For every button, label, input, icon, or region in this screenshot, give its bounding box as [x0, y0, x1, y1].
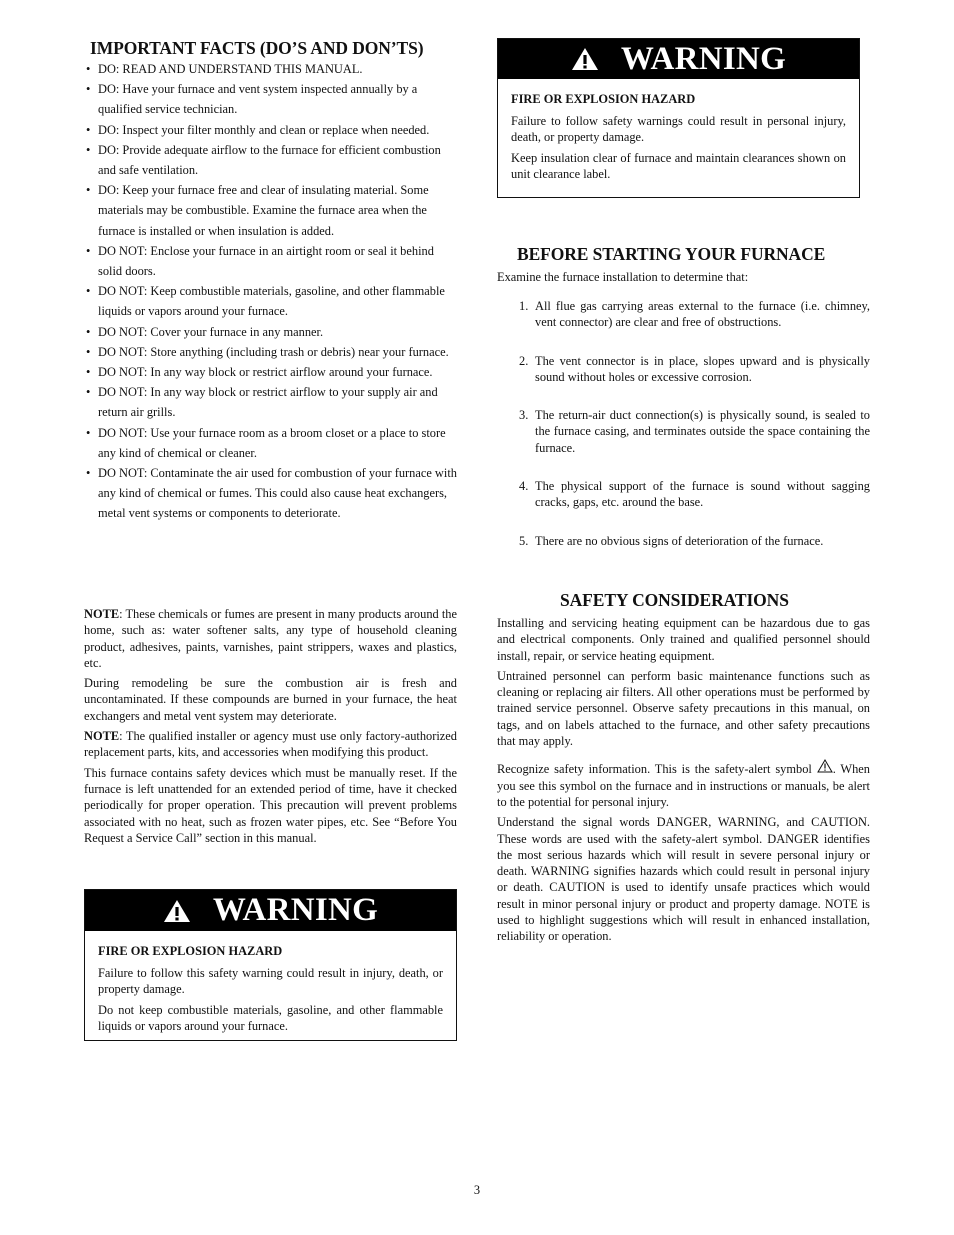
note-replacement-parts: NOTE: The qualified installer or agency must use only factory‐authorized replacement parts, kits, and accessories when modifying this product. — [84, 729, 457, 760]
warning-box-left — [84, 889, 457, 1041]
warning-banner — [498, 39, 859, 79]
bullet-icon: • — [86, 385, 91, 400]
safety-text — [497, 615, 870, 945]
safety-para: Untrained personnel can perform basic maintenance functions such as cleaning or replacing air filters. All other operations must be performed by trained service personnel. Observe safety precautions in this manual, on tags, and on labels attached to the furnace, and other safety precautions that may apply. — [497, 668, 870, 749]
list-item: 3. The return‐air duct connection(s) is physically sound, is sealed to the furnace casing, and terminates outside the space containing the furnace. — [519, 408, 870, 455]
bullet-icon: • — [86, 142, 91, 157]
safety-alert-icon — [163, 899, 191, 923]
para-remodeling: During remodeling be sure the combustion air is fresh and uncontaminated. If these compounds are burned in your furnace, the heat exchangers and metal vent system may deteriorate. — [84, 676, 457, 723]
list-item: • DO NOT: Use your furnace room as a broom closet or a place to store any kind of chemical or cleaner. — [84, 423, 457, 463]
warning-title: WARNING — [620, 40, 787, 77]
list-item: • DO NOT: Keep combustible materials, gasoline, and other flammable liquids or vapors around your furnace. — [84, 281, 457, 321]
warning-text: Do not keep combustible materials, gasoline, and other flammable liquids or vapors around your furnace. — [98, 1002, 443, 1033]
warning-body — [85, 931, 456, 1048]
bullet-icon: • — [86, 284, 91, 299]
warning-title: WARNING — [212, 892, 379, 928]
bullet-icon: • — [86, 324, 91, 339]
note-chemicals: NOTE: These chemicals or fumes are present in many products around the home, such as: water softener salts, any type of household cleaning product, adhesives, paints, varnishes, paint strippers, waxes and plastics, etc. — [84, 607, 457, 670]
warning-box-right — [497, 38, 860, 198]
bullet-icon: • — [86, 82, 91, 97]
list-item: • DO NOT: Store anything (including trash or debris) near your furnace. — [84, 342, 457, 362]
safety-para: Understand the signal words DANGER, WARNING, and CAUTION. These words are used with the safety‐alert symbol. DANGER identifies the most serious hazards which will result in severe personal injury or death. WARNING signifies hazards which could result in personal injury or death. CAUTION is used to identify unsafe practices which would result in minor personal injury or product and property damage. NOTE is used to highlight suggestions which will result in enhanced installation, reliability or operation. — [497, 815, 870, 944]
list-item: • DO NOT: Contaminate the air used for combustion of your furnace with any kind of chemical or fumes. This could also cause heat exchangers, metal vent systems or components to deteriorate. — [84, 463, 457, 524]
warning-text: Keep insulation clear of furnace and maintain clearances shown on unit clearance label. — [511, 150, 846, 181]
list-item: • DO: Provide adequate airflow to the furnace for efficient combustion and safe ventilation. — [84, 140, 457, 180]
list-item: • DO NOT: Cover your furnace in any manner. — [84, 322, 457, 342]
list-item: • DO NOT: In any way block or restrict airflow to your supply air and return air grills. — [84, 382, 457, 422]
bullet-icon: • — [86, 243, 91, 258]
important-facts-heading: IMPORTANT FACTS (DO’S AND DON’TS) — [90, 38, 424, 58]
bullet-icon: • — [86, 62, 91, 76]
list-item: 1. All flue gas carrying areas external to the furnace (i.e. chimney, vent connector) are clear and free of obstructions. — [519, 299, 870, 330]
list-item: • DO: Have your furnace and vent system inspected annually by a qualified service technician. — [84, 79, 457, 119]
list-item: 5. There are no obvious signs of deterioration of the furnace. — [519, 533, 824, 548]
safety-para: Installing and servicing heating equipment can be hazardous due to gas and electrical components. Only trained and qualified personnel should install, repair, or service heating equipment. — [497, 616, 870, 663]
steps-list — [497, 298, 870, 549]
bullet-icon: • — [86, 183, 91, 198]
warning-text: Failure to follow this safety warning could result in injury, death, or property damage. — [98, 966, 443, 997]
before-starting-heading: BEFORE STARTING YOUR FURNACE — [517, 244, 826, 264]
safety-para: Recognize safety information. This is the safety‐alert symbol . When you see this symbol on the furnace and in instructions or manuals, be alert to the potential for personal injury. — [497, 759, 870, 810]
warning-text: Failure to follow safety warnings could result in personal injury, death, or property damage. — [511, 114, 846, 145]
list-item: 2. The vent connector is in place, slopes upward and is physically sound without holes or excessive corrosion. — [519, 353, 870, 384]
bullet-icon: • — [86, 365, 91, 380]
warning-body — [498, 79, 859, 196]
hazard-title: FIRE OR EXPLOSION HAZARD — [511, 92, 696, 106]
bullet-icon: • — [86, 425, 91, 440]
warning-banner — [85, 890, 456, 931]
list-item: • DO NOT: Enclose your furnace in an airtight room or seal it behind solid doors. — [84, 241, 457, 281]
safety-alert-icon — [571, 47, 599, 71]
page-number: 3 — [473, 1183, 481, 1197]
facts-list — [84, 59, 457, 524]
bullet-icon: • — [86, 344, 91, 359]
list-item: • DO NOT: In any way block or restrict airflow around your furnace. — [84, 362, 457, 382]
safety-alert-icon — [817, 759, 833, 773]
para-safety-devices: This furnace contains safety devices which must be manually reset. If the furnace is left unattended for an extended period of time, have it checked periodically for proper operation. This precaution will prevent problems associated with no heat, such as frozen water pipes, etc. See “Before You Request a Service Call” section in this manual. — [84, 765, 457, 845]
hazard-title: FIRE OR EXPLOSION HAZARD — [98, 944, 283, 958]
list-item: 4. The physical support of the furnace is sound without sagging cracks, gaps, etc. around the base. — [519, 479, 870, 510]
bullet-icon: • — [86, 122, 91, 137]
safety-considerations-heading: SAFETY CONSIDERATIONS — [560, 590, 789, 610]
list-item: • DO: READ AND UNDERSTAND THIS MANUAL. — [84, 59, 457, 79]
bullet-icon: • — [86, 466, 91, 481]
before-intro: Examine the furnace installation to determine that: — [497, 270, 749, 284]
list-item: • DO: Keep your furnace free and clear of insulating material. Some materials may be combustible. Examine the furnace area when the furnace is installed or when insulation is added. — [84, 180, 457, 241]
notes-block — [84, 606, 457, 846]
list-item: • DO: Inspect your filter monthly and clean or replace when needed. — [84, 120, 457, 140]
